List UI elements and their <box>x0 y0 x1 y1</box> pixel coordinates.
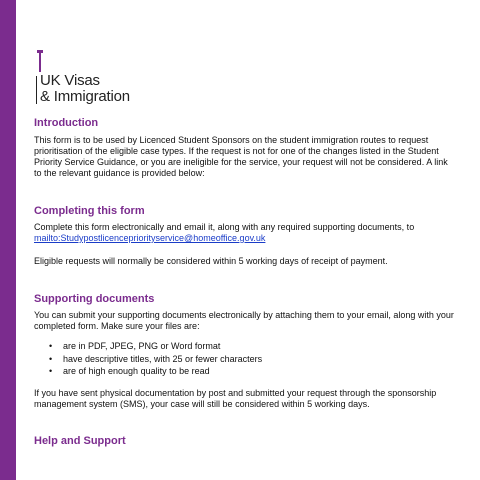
completing-form-paragraph <box>34 222 454 244</box>
completing-form-heading: Completing this form <box>34 205 145 217</box>
file-requirements-list <box>34 340 454 378</box>
accent-sidebar-bar <box>0 0 16 480</box>
logo-line-2: & Immigration <box>40 88 130 105</box>
document-body <box>34 116 454 448</box>
section-completing-form <box>34 204 454 267</box>
section-introduction <box>34 116 454 179</box>
section-help-support <box>34 434 454 448</box>
list-item: • are of high enough quality to be read <box>34 365 454 378</box>
help-support-heading: Help and Support <box>34 434 126 447</box>
introduction-heading: Introduction <box>34 117 99 129</box>
list-item: • are in PDF, JPEG, PNG or Word format <box>34 340 454 353</box>
logo-divider <box>36 76 37 104</box>
logo-line-1: UK Visas <box>40 72 100 89</box>
royal-crest-icon <box>36 50 44 72</box>
eligible-requests-paragraph: Eligible requests will normally be considered within 5 working days of receipt of payment. <box>34 256 388 266</box>
email-link[interactable]: mailto:Studypostlicencepriorityservice@homeoffice.gov.uk <box>34 233 266 243</box>
physical-documentation-paragraph: If you have sent physical documentation by post and submitted your request through the sponsorship management system (SMS), your case will still be considered within 5 working days. <box>34 387 437 409</box>
introduction-paragraph: This form is to be used by Licenced Student Sponsors on the student immigration routes to request prioritisation of the eligible case types. If the request is not for one of the changes listed in the Student Priority Service Guidance, or you are ineligible for the service, your request will not be considered. A link to the relevant guidance is provided below: <box>34 135 448 178</box>
supporting-documents-paragraph: You can submit your supporting documents electronically by attaching them to your email, along with your completed form. Make sure your files are: <box>34 310 454 331</box>
supporting-documents-heading: Supporting documents <box>34 293 155 305</box>
logo-wordmark <box>40 73 130 105</box>
section-supporting-documents <box>34 292 454 410</box>
completing-form-text: Complete this form electronically and email it, along with any required supporting documents, to <box>34 222 415 232</box>
list-item: • have descriptive titles, with 25 or fewer characters <box>34 353 454 366</box>
